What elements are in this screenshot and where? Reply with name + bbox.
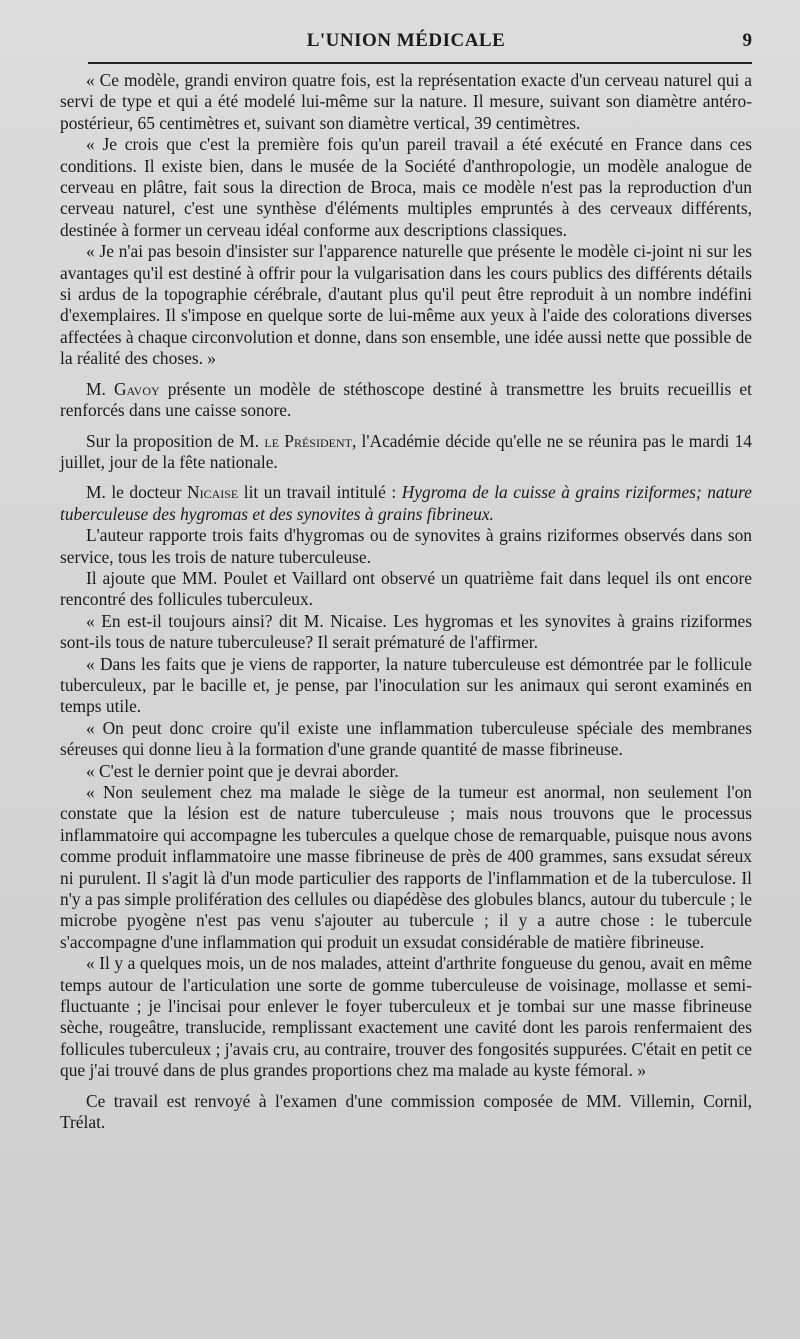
paragraph: Il ajoute que MM. Poulet et Vaillard ont observé un quatrième fait dans lequel ils ont encore rencontré des follicules tuberculeux.	[60, 567, 752, 610]
paragraph: « C'est le dernier point que je devrai aborder.	[86, 760, 399, 781]
paragraph: « Dans les faits que je viens de rapporter, la nature tuberculeuse est démontrée par le follicule tuberculeux, par le bacille et, je pense, par l'inoculation sur les animaux qui seront examinés en temps utile.	[60, 653, 752, 717]
speaker-name: Gavoy	[113, 378, 160, 399]
paragraph: « On peut donc croire qu'il existe une inflammation tuberculeuse spéciale des membranes séreuses qui donne lieu à la formation d'une grande quantité de masse fibrineuse.	[60, 717, 752, 760]
paragraph: « Ce modèle, grandi environ quatre fois, est la représentation exacte d'un cerveau naturel qui a servi de type et qui a été modelé lui-même sur la nature. Il mesure, suivant son diamètre antéro-postérieur, 65 centimètres et, suivant son diamètre vertical, 39 centimètres.	[60, 70, 752, 133]
paragraph: « En est-il toujours ainsi? dit M. Nicaise. Les hygromas et les synovites à grains riziformes sont-ils tous de nature tuberculeuse? Il serait prématuré de l'affirmer.	[60, 610, 752, 653]
paragraph: « Je crois que c'est la première fois qu'un pareil travail a été exécuté en France dans ces conditions. Il existe bien, dans le musée de la Société d'anthropologie, un modèle analogue de cerveau en plâtre, fait sous la direction de Broca, mais ce modèle n'est pas la reproduction d'un cerveau naturel, c'est une synthèse d'éléments multiples empruntés à des cerveaux différents, destinée à former un cerveau idéal conforme aux descriptions classiques.	[60, 134, 752, 240]
speaker-name: Nicaise	[187, 482, 239, 503]
paragraph: « Il y a quelques mois, un de nos malades, atteint d'arthrite fongueuse du genou, avait en même temps autour de l'articulation une sorte de gomme tuberculeuse de voisinage, mollasse et semi-fluctuante ; je l'incisai pour enlever le foyer tuberculeux et je tombai sur une masse fibrineuse sèche, rougeâtre, translucide, remplissant exactement une cavité dont les parois renfermaient des follicules tuberculeux ; j'avais cru, au contraire, trouver des fongosités suppurées. C'était en petit ce que j'ai trouvé dans de plus grandes proportions chez ma malade au kyste fémoral. »	[60, 953, 752, 1081]
running-title: L'UNION MÉDICALE	[306, 30, 506, 51]
paragraph: Ce travail est renvoyé à l'examen d'une commission composée de MM. Villemin, Cornil, Trélat.	[60, 1090, 752, 1133]
paragraph: « Non seulement chez ma malade le siège de la tumeur est anormal, non seulement l'on constate que la lésion est de nature tuberculeuse ; mais nous trouvons que le processus inflammatoire qui accompagne les tubercules a quelque chose de remarquable, puisque nous avons comme produit inflammatoire une masse fibrineuse de près de 400 grammes, sans exsudat séreux ni purulent. Il s'agit là d'un mode particulier des rapports de l'inflammation et de la tuberculose. Il n'y a pas simple prolifération des cellules ou diapédèse des globules blancs, autour du tubercule ; le microbe pyogène n'est pas venu s'ajouter au tubercule ; il y a autre chose : le tubercule s'accompagne d'une inflammation qui produit un exsudat considérable de matière fibrineuse.	[60, 782, 752, 952]
body-text	[60, 70, 752, 1134]
page-number: 9	[742, 30, 752, 51]
paragraph: L'auteur rapporte trois faits d'hygromas ou de synovites à grains riziformes observés dans son service, tous les trois de nature tuberculeuse.	[60, 525, 752, 567]
paragraph: M. Gavoy présente un modèle de stéthoscope destiné à transmettre les bruits recueillis et renforcés dans une caisse sonore.	[60, 378, 752, 421]
header-rule	[88, 62, 752, 64]
speaker-name: le Président	[264, 430, 352, 451]
paragraph: « Je n'ai pas besoin d'insister sur l'apparence naturelle que présente le modèle ci-joint ni sur les avantages qu'il est destiné à offrir pour la vulgarisation dans les cours publics des différents détails si ardus de la topographie cérébrale, d'autant plus qu'il peut être reproduit à un nombre indéfini d'exemplaires. Il s'impose en quelque sorte de lui-même aux yeux à l'aide des colorations diverses affectées à chaque circonvolution et donne, dans son ensemble, une idée aussi nette que possible de la réalité des choses. »	[60, 241, 752, 369]
paragraph: Sur la proposition de M. le Président, l'Académie décide qu'elle ne se réunira pas le mardi 14 juillet, jour de la fête nationale.	[60, 430, 752, 472]
work-title: Hygroma de la cuisse à grains riziformes; nature tuberculeuse des hygromas et des synovites à grains fibrineux.	[60, 482, 752, 524]
paragraph: M. le docteur Nicaise lit un travail intitulé : Hygroma de la cuisse à grains riziformes; nature tuberculeuse des hygromas et des synovites à grains fibrineux.	[60, 482, 752, 524]
page-header	[60, 28, 752, 62]
